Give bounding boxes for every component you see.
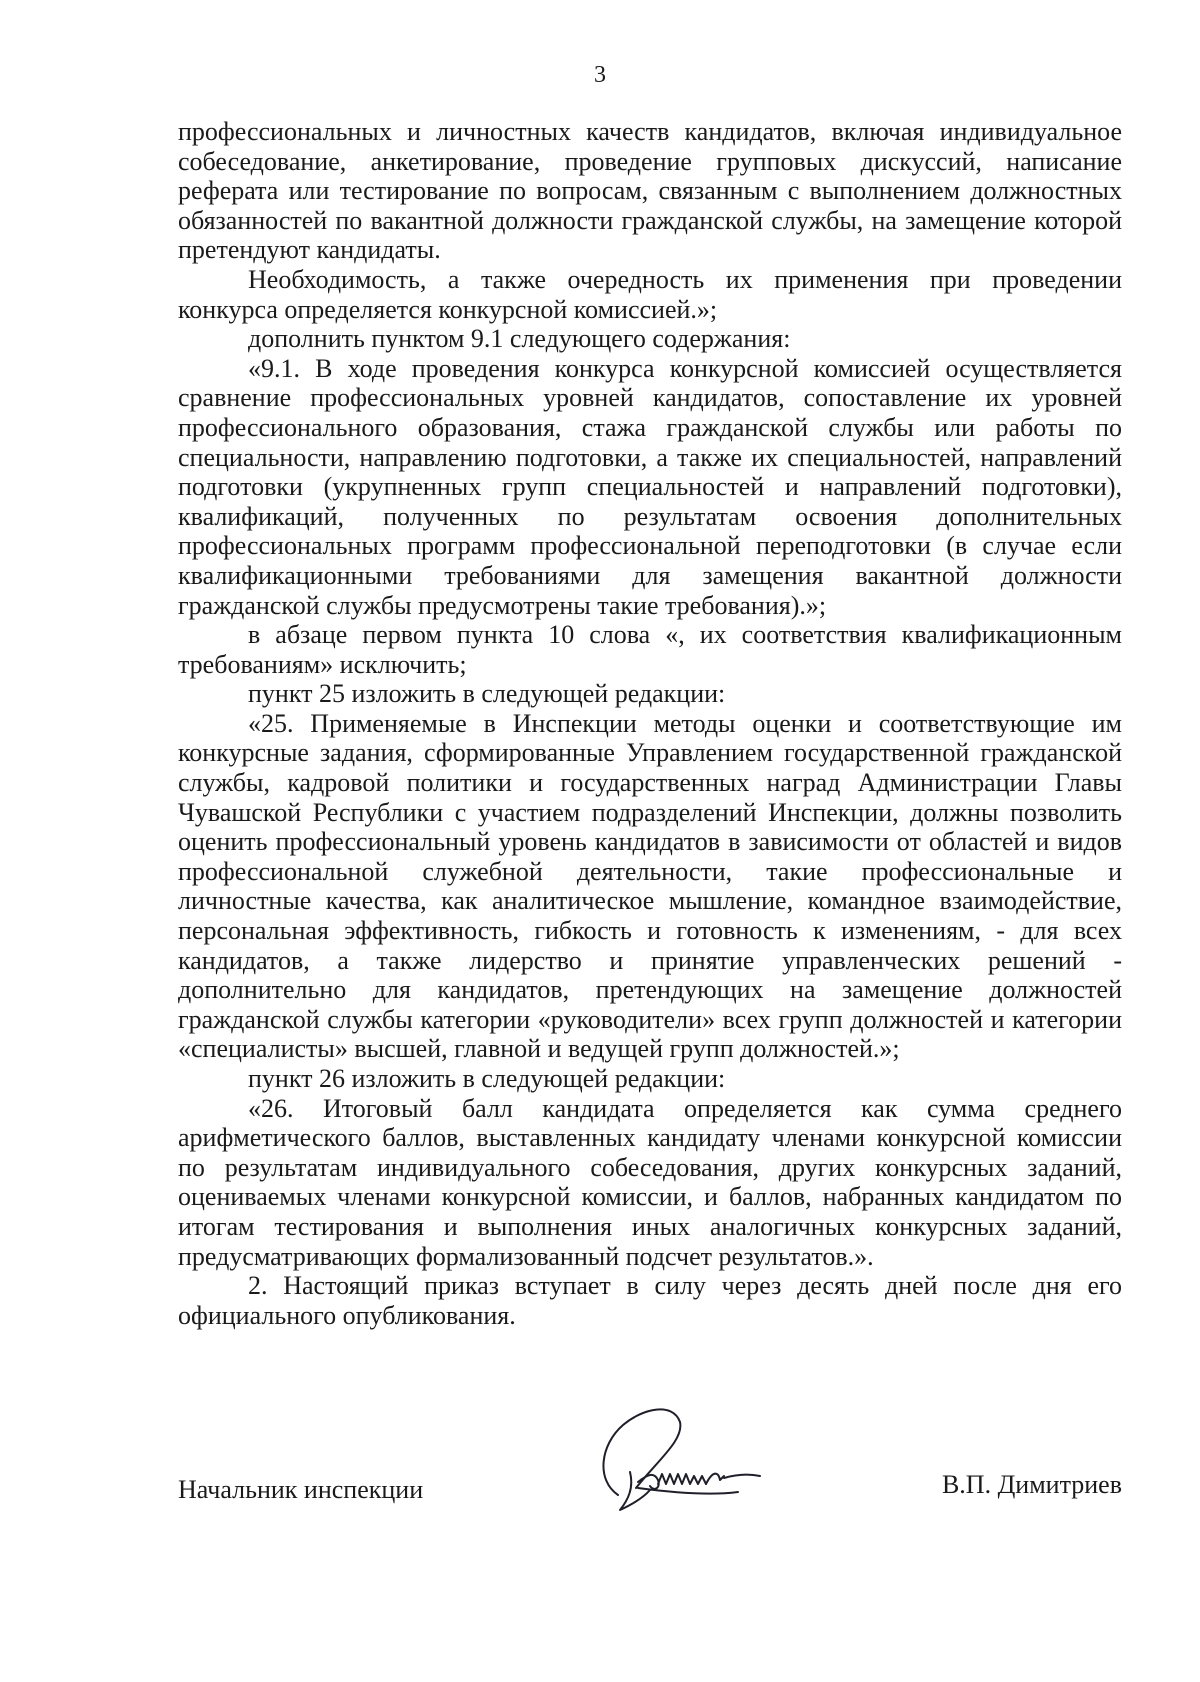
paragraph: в абзаце первом пункта 10 слова «, их соответствия квалификационным требованиям» исключить; [178, 620, 1122, 679]
handwritten-signature [588, 1400, 788, 1525]
paragraph: «25. Применяемые в Инспекции методы оценки и соответствующие им конкурсные задания, сформированные Управлением государственной гражданской службы, кадровой политики и государственных наград Администрации Главы Чувашской Республики с участием подразделений Инспекции, должны позволить оценить профессиональный уровень кандидатов в зависимости от областей и видов профессиональной служебной деятельности, такие профессиональные и личностные качества, как аналитическое мышление, командное взаимодействие, персональная эффективность, гибкость и готовность к изменениям, - для всех кандидатов, а также лидерство и принятие управленческих решений - дополнительно для кандидатов, претендующих на замещение должностей гражданской службы категории «руководители» всех групп должностей и категории «специалисты» высшей, главной и ведущей групп должностей.»; [178, 708, 1122, 1064]
paragraph: дополнить пунктом 9.1 следующего содержания: [248, 324, 791, 354]
signer-position: Начальник инспекции [178, 1475, 424, 1504]
paragraph: «9.1. В ходе проведения конкурса конкурсной комиссией осуществляется сравнение профессиональных уровней кандидатов, сопоставление их уровней профессионального образования, стажа гражданской службы или работы по специальности, направлению подготовки, а также их специальностей, направлений подготовки (укрупненных групп специальностей и направлений подготовки), квалификаций, полученных по результатам освоения дополнительных профессиональных программ профессиональной переподготовки (в случае если квалификационными требованиями для замещения вакантной должности гражданской службы предусмотрены такие требования).»; [178, 353, 1122, 620]
paragraph: «26. Итоговый балл кандидата определяется как сумма среднего арифметического баллов, выставленных кандидату членами конкурсной комиссии по результатам индивидуального собеседования, других конкурсных заданий, оцениваемых членами конкурсной комиссии, и баллов, набранных кандидатом по итогам тестирования и выполнения иных аналогичных конкурсных заданий, предусматривающих формализованный подсчет результатов.». [178, 1093, 1122, 1271]
paragraph: Необходимость, а также очередность их применения при проведении конкурса определяется конкурсной комиссией.»; [178, 264, 1122, 324]
paragraph: 2. Настоящий приказ вступает в силу через десять дней после дня его официального опубликования. [178, 1271, 1122, 1330]
signature-block [178, 1400, 1122, 1530]
signer-name: В.П. Димитриев [941, 1470, 1122, 1499]
document-body [178, 117, 1122, 1330]
paragraph: пункт 26 изложить в следующей редакции: [248, 1064, 726, 1093]
page-number: 3 [594, 62, 606, 88]
paragraph: профессиональных и личностных качеств кандидатов, включая индивидуальное собеседование, анкетирование, проведение групповых дискуссий, написание реферата или тестирование по вопросам, связанным с выполнением должностных обязанностей по вакантной должности гражданской службы, на замещение которой претендуют кандидаты. [178, 117, 1122, 265]
paragraph: пункт 25 изложить в следующей редакции: [248, 679, 726, 709]
